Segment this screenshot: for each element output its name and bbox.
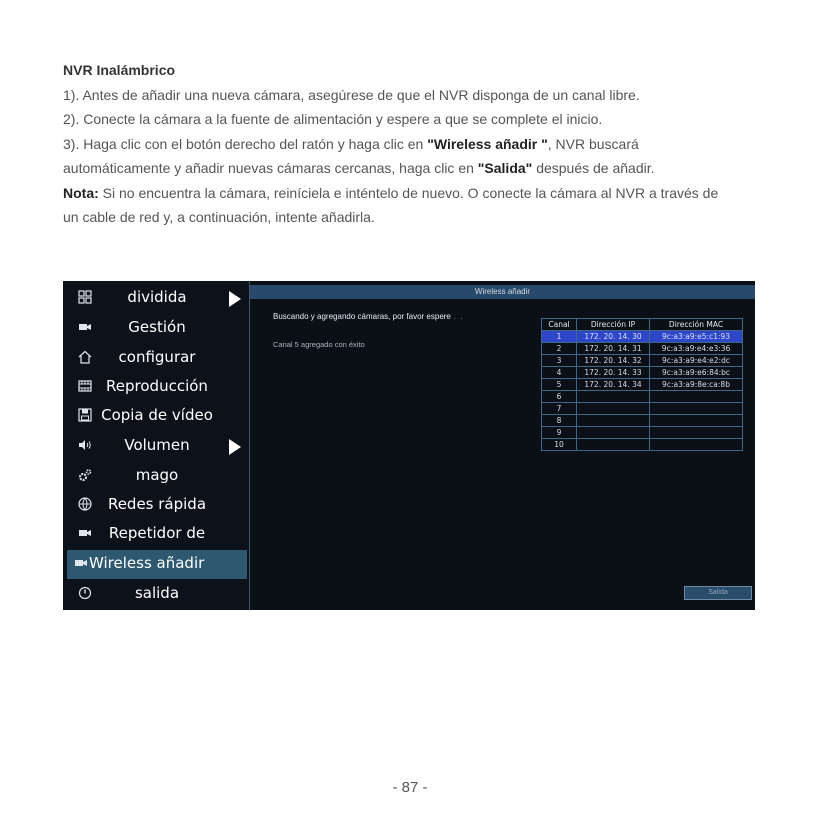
- menu-item-label: Gestión: [128, 318, 186, 336]
- menu-item-label: mago: [135, 466, 179, 484]
- search-status: Buscando y agregando cámaras, por favor espere . .: [273, 312, 464, 321]
- added-status: Canal 5 agregado con éxito: [273, 340, 365, 349]
- table-row[interactable]: 1 172. 20. 14. 30 9c:a3:a9:e5:c1:93: [542, 331, 743, 343]
- gears-icon: [77, 468, 93, 484]
- table-row[interactable]: 6: [542, 391, 743, 403]
- instructions-text: [63, 58, 783, 230]
- channel-table: [541, 318, 743, 451]
- table-row[interactable]: 4 172. 20. 14. 33 9c:a3:a9:e6:84:bc: [542, 367, 743, 379]
- window-title: Wireless añadir: [250, 285, 755, 299]
- menu-item-wireless-anadir[interactable]: [67, 550, 247, 579]
- camera-icon: [73, 556, 89, 572]
- menu-item-repetidor-de[interactable]: [67, 520, 247, 549]
- step-2: 2). Conecte la cámara a la fuente de alimentación y espere a que se complete el inicio.: [63, 111, 603, 127]
- menu-item-label: Repetidor de: [108, 524, 206, 542]
- step-3: 3). Haga clic con el botón derecho del ratón y haga clic en "Wireless añadir ", NVR buscará: [63, 135, 639, 152]
- nvr-screenshot: [63, 281, 755, 610]
- table-row[interactable]: 3 172. 20. 14. 32 9c:a3:a9:e4:e2:dc: [542, 355, 743, 367]
- section-heading: NVR Inalámbrico: [63, 62, 176, 78]
- table-row[interactable]: 5 172. 20. 14. 34 9c:a3:a9:8e:ca:8b: [542, 379, 743, 391]
- menu-item-label: configurar: [118, 348, 196, 366]
- menu-item-label: Copia de vídeo: [101, 406, 213, 424]
- column-header-ip: Dirección IP: [577, 319, 650, 331]
- column-header-canal: Canal: [542, 319, 577, 331]
- menu-item-label: Redes rápida: [107, 495, 207, 513]
- note: Nota: Si no encuentra la cámara, reiníciela e inténtelo de nuevo. O conecte la cámara al NVR a través de: [63, 184, 719, 201]
- menu-item-gestion[interactable]: [67, 314, 247, 343]
- save-icon: [77, 408, 93, 424]
- menu-item-label: Volumen: [124, 436, 190, 454]
- grid-icon: [77, 290, 93, 306]
- menu-item-redes-rapida[interactable]: [67, 491, 247, 520]
- power-icon: [77, 586, 93, 602]
- home-icon: [77, 350, 93, 366]
- context-menu: [63, 281, 250, 610]
- note-label: Nota:: [63, 184, 99, 201]
- table-row[interactable]: 8: [542, 415, 743, 427]
- submenu-arrow-icon: [229, 439, 241, 455]
- step-3-continued: automáticamente y añadir nuevas cámaras cercanas, haga clic en "Salida" después de añadir.: [63, 160, 655, 176]
- table-row[interactable]: 10: [542, 439, 743, 451]
- menu-item-label: salida: [134, 584, 180, 602]
- menu-item-copia-de-video[interactable]: [67, 402, 247, 431]
- submenu-arrow-icon: [229, 291, 241, 307]
- page-number: - 87 -: [392, 779, 428, 796]
- menu-item-mago[interactable]: [67, 462, 247, 491]
- camera-icon: [77, 526, 93, 542]
- menu-item-configurar[interactable]: [67, 344, 247, 373]
- film-icon: [77, 379, 93, 395]
- menu-item-reproduccion[interactable]: [67, 373, 247, 402]
- globe-icon: [77, 497, 93, 513]
- menu-item-label: Reproducción: [106, 377, 208, 395]
- menu-item-volumen[interactable]: [67, 432, 247, 461]
- menu-item-salida[interactable]: [67, 580, 247, 609]
- column-header-mac: Dirección MAC: [650, 319, 743, 331]
- menu-item-label: Wireless añadir: [89, 554, 205, 572]
- wireless-add-window: [250, 281, 755, 610]
- speaker-icon: [77, 438, 93, 454]
- exit-button[interactable]: Salida: [684, 586, 752, 600]
- menu-item-dividida[interactable]: [67, 284, 247, 313]
- table-row[interactable]: 9: [542, 427, 743, 439]
- table-row[interactable]: 2 172. 20. 14. 31 9c:a3:a9:e4:e3:36: [542, 343, 743, 355]
- step-1: 1). Antes de añadir una nueva cámara, asegúrese de que el NVR disponga de un canal libre.: [63, 86, 640, 103]
- table-header-row: [542, 319, 743, 331]
- table-row[interactable]: 7: [542, 403, 743, 415]
- menu-item-label: dividida: [127, 288, 187, 306]
- note-continued: un cable de red y, a continuación, intente añadirla.: [63, 209, 375, 225]
- camera-icon: [77, 320, 93, 336]
